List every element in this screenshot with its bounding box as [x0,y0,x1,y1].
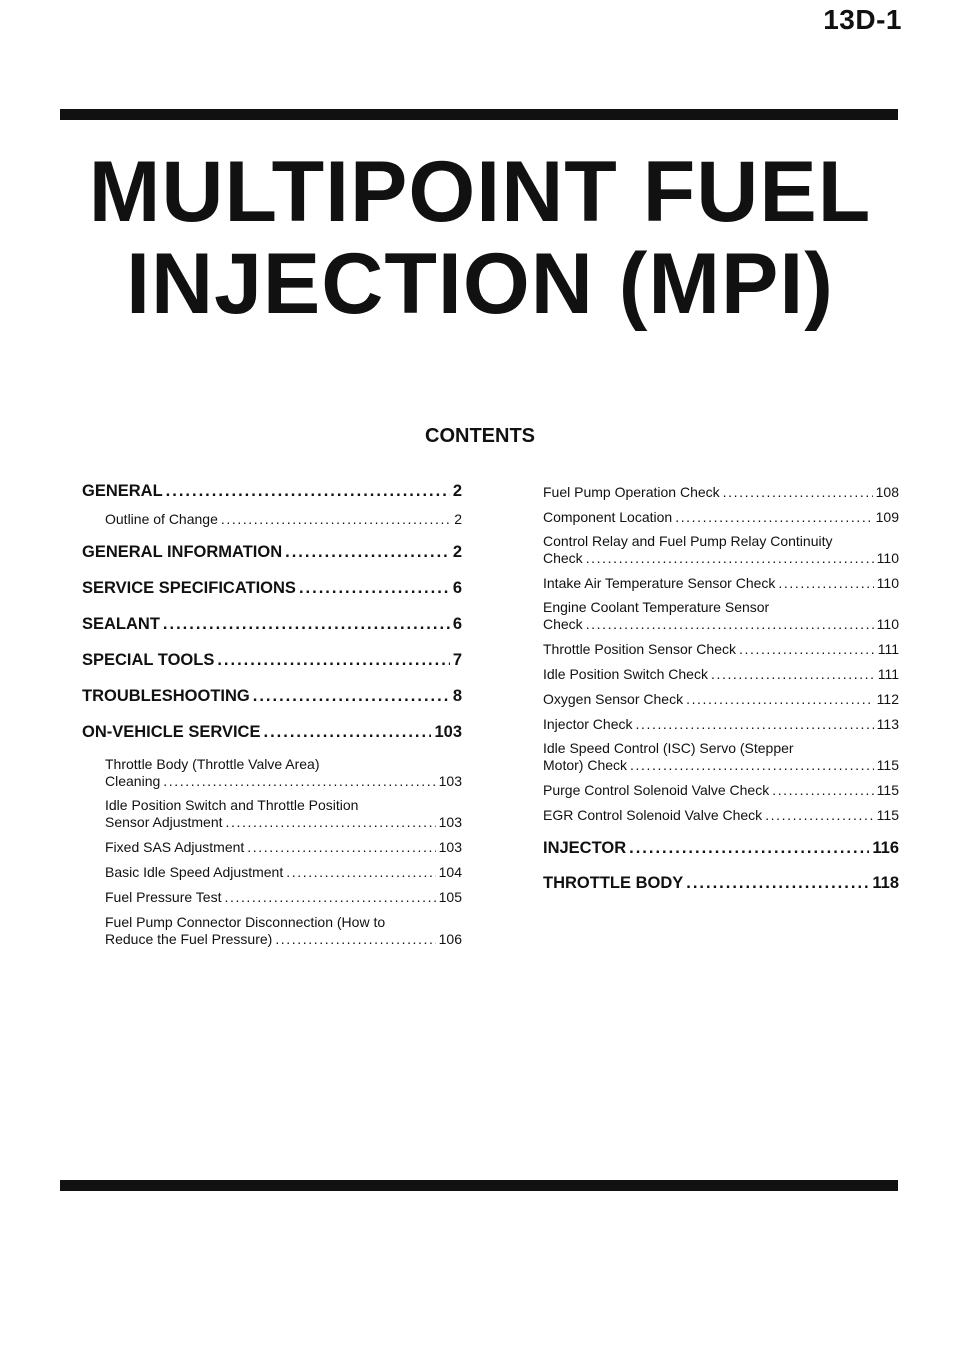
title-line-2: INJECTION (MPI) [126,236,834,332]
toc-left-column [82,482,462,947]
toc-entry-throttle-body[interactable]: THROTTLE BODY ..... 118 [543,874,899,893]
toc-entry-sealant[interactable]: SEALANT ..... 6 [82,615,462,634]
toc-entry-pump-disconnection[interactable]: Fuel Pump Connector Disconnection (How to Reduce the Fuel Pressure) ..... 106 [105,914,462,947]
toc-entry-general-information[interactable]: GENERAL INFORMATION ..... 2 [82,543,462,562]
toc-entry-injector[interactable]: INJECTOR ..... 116 [543,839,899,858]
page-number: 13D-1 [823,4,902,35]
toc-entry-general[interactable]: GENERAL ..... 2 [82,482,462,501]
bottom-rule [60,1180,898,1191]
toc-entry-on-vehicle-service[interactable]: ON-VEHICLE SERVICE ..... 103 [82,723,462,742]
title-line-1: MULTIPOINT FUEL [88,144,872,240]
toc-entry-fuel-pressure[interactable]: Fuel Pressure Test ..... 105 [105,889,462,905]
toc-entry-outline[interactable]: Outline of Change ..... 2 [105,511,462,527]
toc-entry-intake-air[interactable]: Intake Air Temperature Sensor Check ..... 110 [543,575,899,591]
toc-entry-tps-check[interactable]: Throttle Position Sensor Check ..... 111 [543,641,899,657]
toc-entry-basic-idle[interactable]: Basic Idle Speed Adjustment ..... 104 [105,864,462,880]
toc-entry-troubleshooting[interactable]: TROUBLESHOOTING ..... 8 [82,687,462,706]
toc-right-column [543,482,899,893]
toc-entry-purge-control[interactable]: Purge Control Solenoid Valve Check ..... 115 [543,782,899,798]
toc-entry-component-location[interactable]: Component Location ..... 109 [543,509,899,525]
toc-entry-special-tools[interactable]: SPECIAL TOOLS ..... 7 [82,651,462,670]
toc-entry-fixed-sas[interactable]: Fixed SAS Adjustment ..... 103 [105,839,462,855]
toc-entry-idle-switch-adjustment[interactable]: Idle Position Switch and Throttle Position Sensor Adjustment ..... 103 [105,797,462,830]
toc-entry-pump-operation[interactable]: Fuel Pump Operation Check ..... 108 [543,484,899,500]
contents-heading: CONTENTS [425,425,535,447]
toc-entry-egr-control[interactable]: EGR Control Solenoid Valve Check ..... 115 [543,807,899,823]
toc-entry-oxygen-sensor[interactable]: Oxygen Sensor Check ..... 112 [543,691,899,707]
toc-entry-throttle-cleaning[interactable]: Throttle Body (Throttle Valve Area) Cleaning ..... 103 [105,756,462,789]
toc-entry-idle-switch-check[interactable]: Idle Position Switch Check ..... 111 [543,666,899,682]
toc-entry-service-specifications[interactable]: SERVICE SPECIFICATIONS ..... 6 [82,579,462,598]
toc-entry-relay-continuity[interactable]: Control Relay and Fuel Pump Relay Continuity Check ..... 110 [543,533,899,566]
top-rule [60,109,898,120]
page-title [0,146,960,330]
toc-entry-isc-servo[interactable]: Idle Speed Control (ISC) Servo (Stepper Motor) Check ..... 115 [543,740,899,773]
toc-entry-coolant-temp[interactable]: Engine Coolant Temperature Sensor Check ..... 110 [543,599,899,632]
toc-entry-injector-check[interactable]: Injector Check ..... 113 [543,716,899,732]
